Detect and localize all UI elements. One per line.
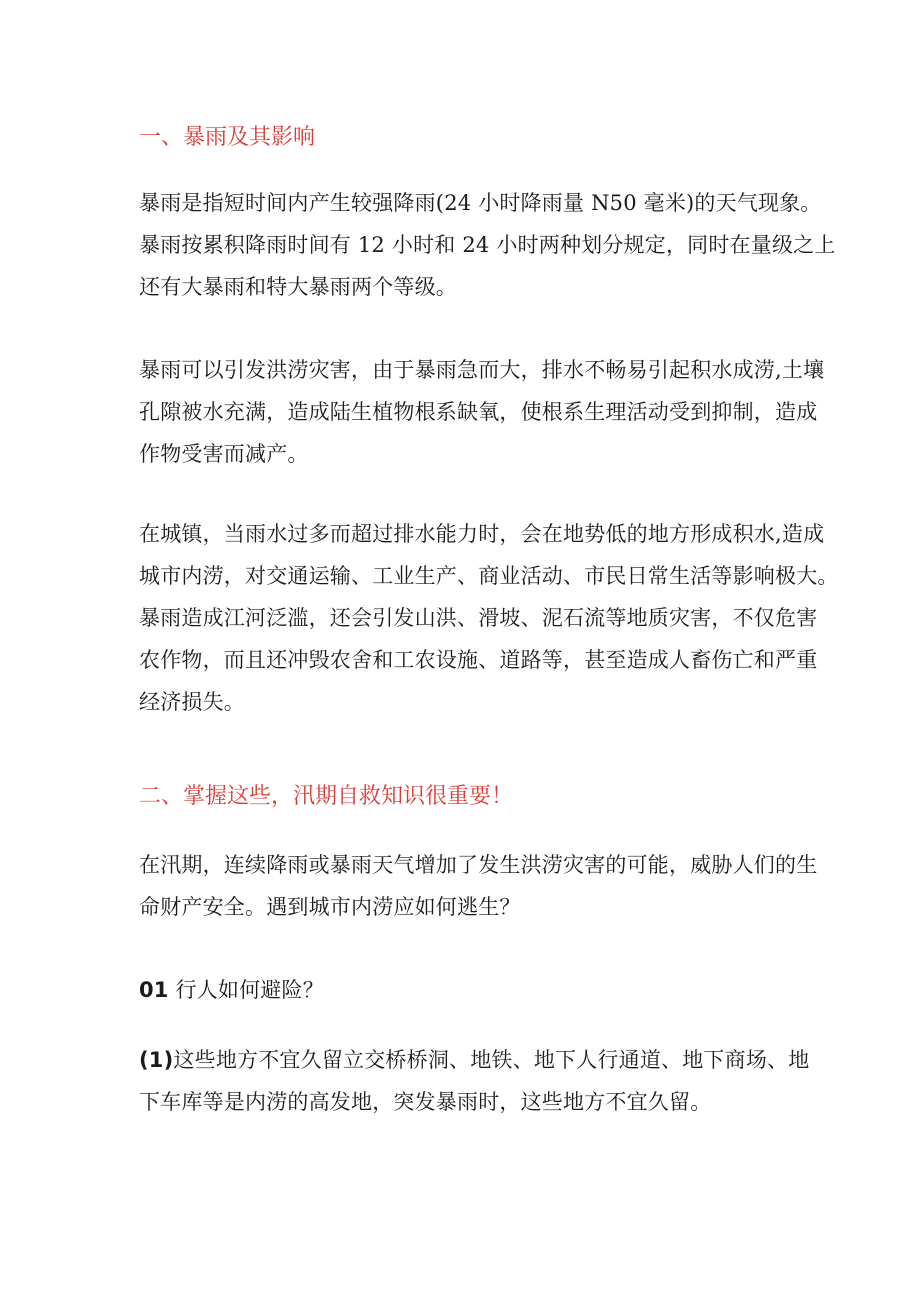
- list-item-text: 这些地方不宜久留立交桥桥洞、地铁、地下人行通道、地下商场、地: [173, 1048, 810, 1072]
- text-line: 孔隙被水充满，造成陆生植物根系缺氧，使根系生理活动受到抑制，造成: [139, 400, 818, 424]
- text-line: 暴雨按累积降雨时间有 12 小时和 24 小时两种划分规定，同时在量级之上: [139, 233, 836, 257]
- sub-heading-number: 01: [139, 978, 169, 1002]
- text-line: 命财产安全。遇到城市内涝应如何逃生？: [139, 895, 521, 919]
- text-line: 农作物，而且还冲毁农舍和工农设施、道路等，甚至造成人畜伤亡和严重: [139, 648, 818, 672]
- list-item-1: [139, 1039, 810, 1123]
- text-line: 在汛期，连续降雨或暴雨天气增加了发生洪涝灾害的可能，威胁人们的生: [139, 853, 818, 877]
- section-1-heading: 一、暴雨及其影响: [139, 125, 316, 150]
- text-line: [139, 1039, 810, 1081]
- text-line: 在城镇，当雨水过多而超过排水能力时，会在地势低的地方形成积水,造成: [139, 522, 825, 546]
- text-line: 暴雨可以引发洪涝灾害，由于暴雨急而大，排水不畅易引起积水成涝,土壤: [139, 358, 825, 382]
- text-line: 经济损失。: [139, 690, 245, 714]
- section-1-paragraph-1: [139, 182, 836, 308]
- section-1-paragraph-2: [139, 349, 825, 475]
- text-line: 暴雨造成江河泛滥，还会引发山洪、滑坡、泥石流等地质灾害，不仅危害: [139, 606, 818, 630]
- section-2-heading: 二、掌握这些，汛期自救知识很重要！: [139, 784, 514, 809]
- section-1-paragraph-3: [139, 513, 839, 723]
- text-line: 下车库等是内涝的高发地，突发暴雨时，这些地方不宜久留。: [139, 1090, 712, 1114]
- section-2-paragraph-1: [139, 844, 818, 928]
- text-line: 城市内涝，对交通运输、工业生产、商业活动、市民日常生活等影响极大。: [139, 564, 839, 588]
- list-item-label: (1): [139, 1048, 174, 1072]
- text-line: 暴雨是指短时间内产生较强降雨(24 小时降雨量 N50 毫米)的天气现象。: [139, 191, 822, 215]
- text-line: 还有大暴雨和特大暴雨两个等级。: [139, 275, 457, 299]
- text-line: 作物受害而减产。: [139, 442, 309, 466]
- sub-heading-pedestrian: [139, 969, 799, 1011]
- sub-heading-text: 行人如何避险？: [168, 978, 324, 1002]
